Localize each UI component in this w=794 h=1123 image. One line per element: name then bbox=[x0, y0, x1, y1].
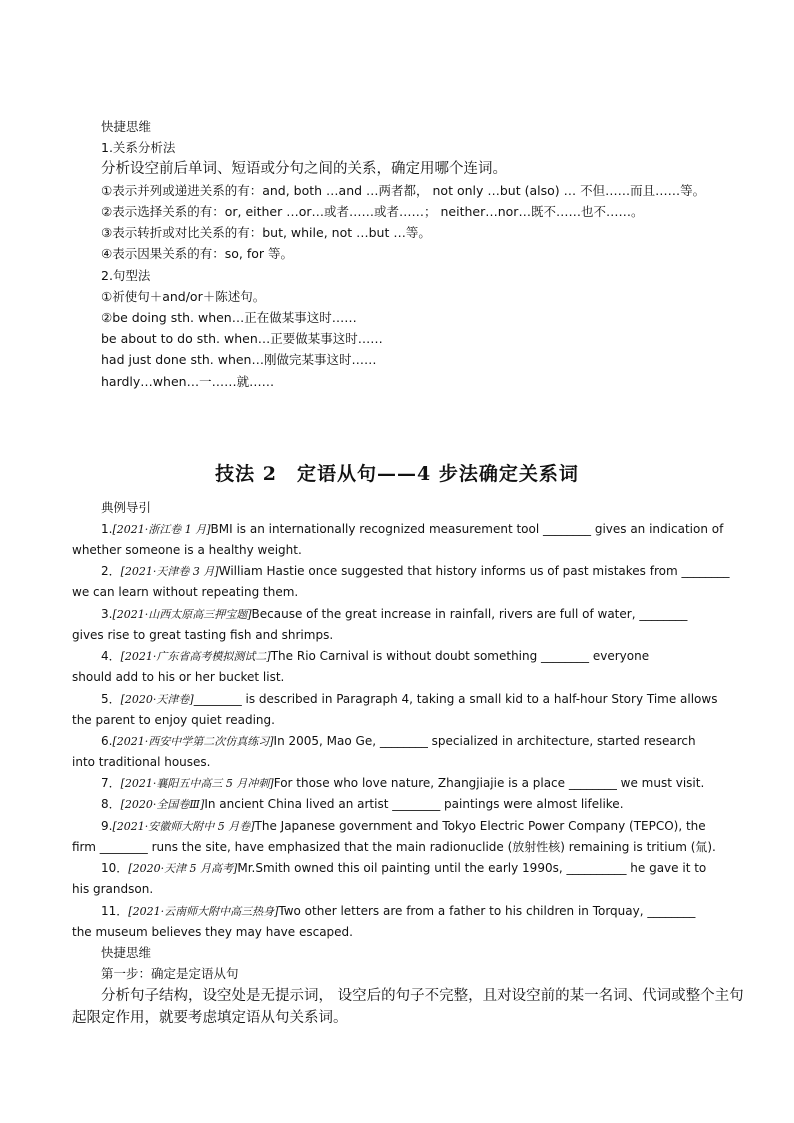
method1-title: 1.关系分析法 bbox=[101, 140, 176, 155]
example-5-line-1 bbox=[101, 691, 717, 708]
example-4-line-2: should add to his or her bucket list. bbox=[72, 670, 285, 684]
example-6-line-2: into traditional houses. bbox=[72, 755, 211, 769]
example-text: In 2005, Mao Ge, ________ specialized in architecture, started research bbox=[273, 734, 696, 748]
example-number: 3. bbox=[101, 607, 113, 621]
pattern-item-4: had just done sth. when…刚做完某事这时…… bbox=[101, 352, 377, 367]
step1-description-line-2: 起限定作用，就要考虑填定语从句关系词。 bbox=[72, 1010, 348, 1026]
example-source: [2021·安徽师大附中 5 月卷] bbox=[112, 820, 255, 833]
example-11-line-1 bbox=[101, 903, 695, 920]
example-text: BMI is an internationally recognized measurement tool ________ gives an indication of bbox=[210, 522, 724, 536]
example-text: Mr.Smith owned this oil painting until the early 1990s, __________ he gave it to bbox=[237, 861, 707, 875]
example-3-line-2: gives rise to great tasting fish and shrimps. bbox=[72, 628, 334, 642]
example-source: [2021·天津卷 3 月] bbox=[120, 565, 219, 578]
example-10-line-2: his grandson. bbox=[72, 882, 154, 896]
example-source: [2021·山西太原高三押宝题] bbox=[112, 608, 252, 621]
example-4-line-1 bbox=[101, 648, 649, 665]
example-2-line-2: we can learn without repeating them. bbox=[72, 585, 299, 599]
example-5-line-2: the parent to enjoy quiet reading. bbox=[72, 713, 275, 727]
example-number: 9. bbox=[101, 819, 113, 833]
example-9-line-2: firm ________ runs the site, have emphasized that the main radionuclide (放射性核) remaining is tritium (氚). bbox=[72, 840, 716, 854]
example-text: The Japanese government and Tokyo Electric Power Company (TEPCO), the bbox=[254, 819, 706, 833]
example-3-line-1 bbox=[101, 606, 687, 623]
example-source: [2020·天津卷] bbox=[120, 693, 194, 706]
example-number: 7． bbox=[101, 776, 121, 790]
example-7-line-1 bbox=[101, 775, 704, 792]
example-source: [2020·全国卷Ⅲ] bbox=[120, 798, 205, 811]
example-number: 11． bbox=[101, 904, 129, 918]
method1-description: 分析设空前后单词、短语或分句之间的关系，确定用哪个连词。 bbox=[101, 161, 507, 177]
example-9-line-1 bbox=[101, 818, 706, 835]
example-number: 5． bbox=[101, 692, 121, 706]
example-text: ________ is described in Paragraph 4, taking a small kid to a half-hour Story Time allows bbox=[193, 692, 718, 706]
example-guide-heading: 典例导引 bbox=[101, 500, 152, 515]
relation-item-4: ④表示因果关系的有：so, for 等。 bbox=[101, 246, 293, 261]
example-2-line-1 bbox=[101, 563, 729, 580]
example-number: 2． bbox=[101, 564, 121, 578]
example-number: 10． bbox=[101, 861, 129, 875]
relation-item-1: ①表示并列或递进关系的有：and, both …and …两者都， not only …but (also) … 不但……而且……等。 bbox=[101, 183, 706, 198]
example-source: [2021·广东省高考模拟测试二] bbox=[120, 650, 271, 663]
pattern-item-1: ①祈使句＋and/or＋陈述句。 bbox=[101, 289, 266, 304]
step1-description-line-1: 分析句子结构，设空处是无提示词， 设空后的句子不完整，且对设空前的某一名词、代词或整个主句 bbox=[101, 988, 744, 1004]
example-text: In ancient China lived an artist ________ paintings were almost lifelike. bbox=[204, 797, 624, 811]
section1-heading: 快捷思维 bbox=[101, 119, 152, 134]
example-1-line-2: whether someone is a healthy weight. bbox=[72, 543, 302, 557]
example-text: For those who love nature, Zhangjiajie is a place ________ we must visit. bbox=[273, 776, 705, 790]
relation-item-2: ②表示选择关系的有：or, either …or…或者……或者……； neither…nor…既不……也不……。 bbox=[101, 204, 644, 219]
example-source: [2020·天津 5 月高考] bbox=[128, 862, 238, 875]
example-source: [2021·襄阳五中高三 5 月冲刺] bbox=[120, 777, 274, 790]
example-6-line-1 bbox=[101, 733, 696, 750]
section2-heading: 快捷思维 bbox=[101, 945, 152, 960]
example-text: William Hastie once suggested that history informs us of past mistakes from ________ bbox=[218, 564, 730, 578]
example-text: Because of the great increase in rainfall, rivers are full of water, ________ bbox=[251, 607, 688, 621]
example-number: 8． bbox=[101, 797, 121, 811]
method2-title: 2.句型法 bbox=[101, 268, 151, 283]
pattern-item-5: hardly…when…一……就…… bbox=[101, 374, 275, 389]
example-number: 4． bbox=[101, 649, 121, 663]
example-source: [2021·云南师大附中高三热身] bbox=[128, 905, 279, 918]
example-text: Two other letters are from a father to his children in Torquay, ________ bbox=[278, 904, 696, 918]
pattern-item-3: be about to do sth. when…正要做某事这时…… bbox=[101, 331, 383, 346]
example-source: [2021·浙江卷 1 月] bbox=[112, 523, 211, 536]
example-1-line-1 bbox=[101, 521, 723, 538]
example-number: 1. bbox=[101, 522, 113, 536]
pattern-item-2: ②be doing sth. when…正在做某事这时…… bbox=[101, 310, 357, 325]
example-number: 6. bbox=[101, 734, 113, 748]
section2-title: 技法 2 定语从句——4 步法确定关系词 bbox=[215, 463, 579, 485]
example-text: The Rio Carnival is without doubt something ________ everyone bbox=[270, 649, 650, 663]
step1-title: 第一步：确定是定语从句 bbox=[101, 966, 239, 981]
example-11-line-2: the museum believes they may have escaped. bbox=[72, 925, 353, 939]
example-10-line-1 bbox=[101, 860, 706, 877]
relation-item-3: ③表示转折或对比关系的有：but, while, not …but …等。 bbox=[101, 225, 431, 240]
example-8-line-1 bbox=[101, 796, 624, 813]
example-source: [2021·西安中学第二次仿真练习] bbox=[112, 735, 274, 748]
